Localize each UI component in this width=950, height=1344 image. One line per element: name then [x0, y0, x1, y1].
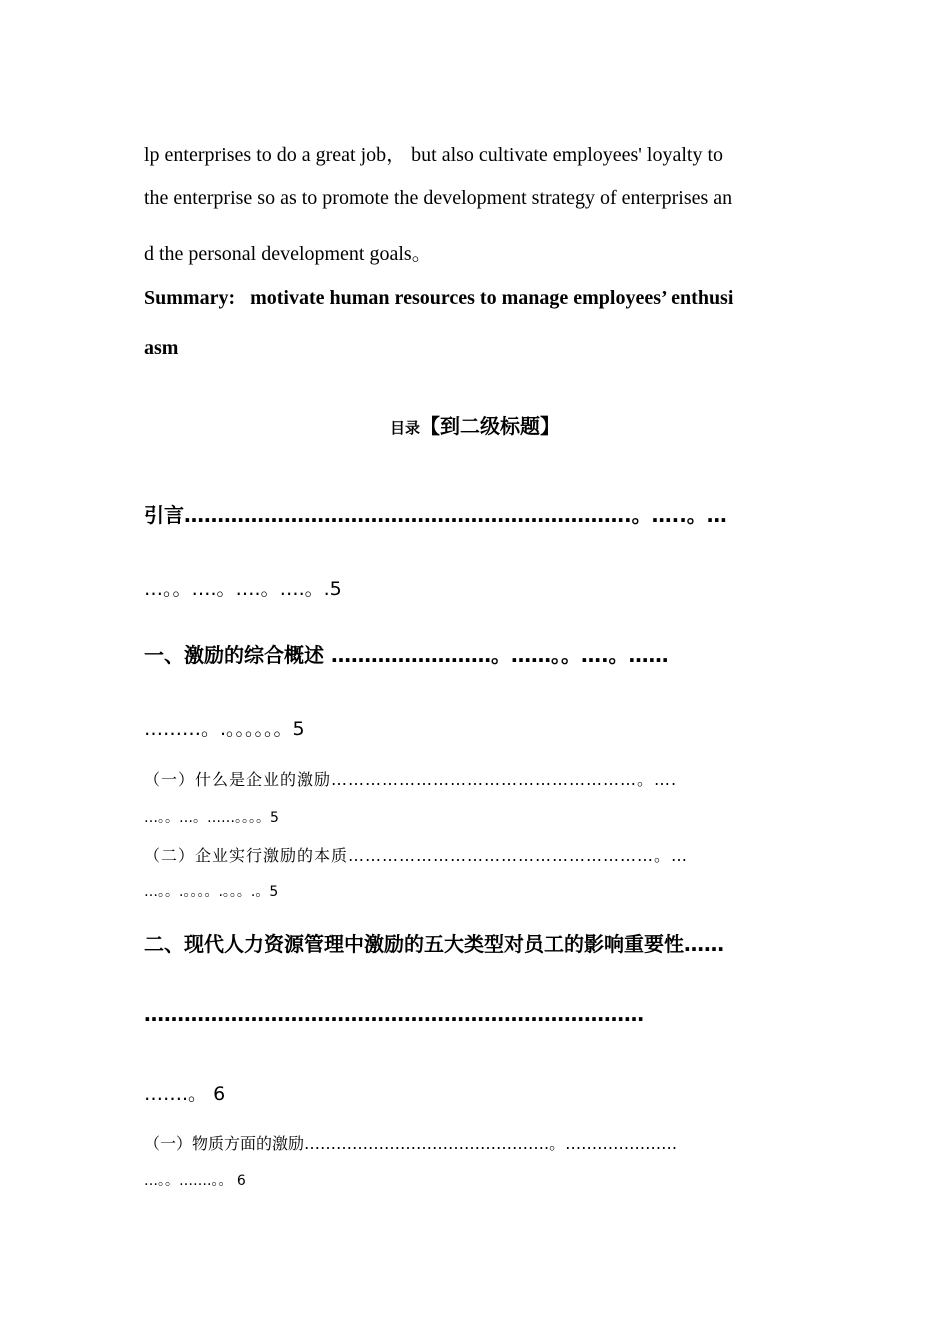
abstract-line-2: the enterprise so as to promote the development strategy of enterprises an: [144, 187, 733, 209]
toc-entry-section1-2-cont[interactable]: …。。.。。。。.。。。.。5: [144, 884, 279, 900]
summary-line-1: [144, 287, 810, 310]
toc-entry-section1-2[interactable]: （二）企业实行激励的本质………………………………………………。…: [144, 846, 689, 865]
toc-entry-intro[interactable]: 引言………………………………………………………….。…..。…: [144, 503, 727, 527]
abstract-line-3: d the personal development goals。: [144, 243, 432, 265]
toc-entry-intro-cont[interactable]: …。。….。….。….。.5: [144, 578, 342, 600]
toc-title-note: 【到二级标题】: [420, 414, 560, 438]
toc-entry-chapter1[interactable]: 一、激励的综合概述 ……………………。……。。….。……: [144, 643, 669, 667]
toc-entry-chapter1-cont[interactable]: ………。.。。。。。。5: [144, 718, 305, 740]
toc-entry-section1-1[interactable]: （一）什么是企业的激励………………………………………………。….: [144, 770, 678, 789]
summary-label: Summary:: [144, 287, 236, 309]
toc-entry-chapter2-cont-2[interactable]: …….。 6: [144, 1083, 226, 1105]
toc-entry-chapter2[interactable]: 二、现代人力资源管理中激励的五大类型对员工的影响重要性……: [144, 932, 724, 956]
toc-title-main: 目录: [389, 419, 420, 437]
toc-title: [0, 410, 950, 439]
abstract-line-1: lp enterprises to do a great job， but also cultivate employees' loyalty to: [144, 144, 724, 166]
summary-line-2: asm: [144, 337, 179, 359]
toc-entry-chapter2-cont-1[interactable]: …………………………………………………………………: [144, 1002, 644, 1026]
toc-entry-section1-1-cont[interactable]: …。。…。……。。。。5: [144, 810, 279, 826]
toc-entry-section2-1[interactable]: （一）物质方面的激励……………………………………….。…………………: [144, 1134, 678, 1153]
summary-keywords: motivate human resources to manage employees’ enthusi: [250, 287, 734, 309]
toc-entry-section2-1-cont[interactable]: …。。…….。。 6: [144, 1173, 246, 1189]
